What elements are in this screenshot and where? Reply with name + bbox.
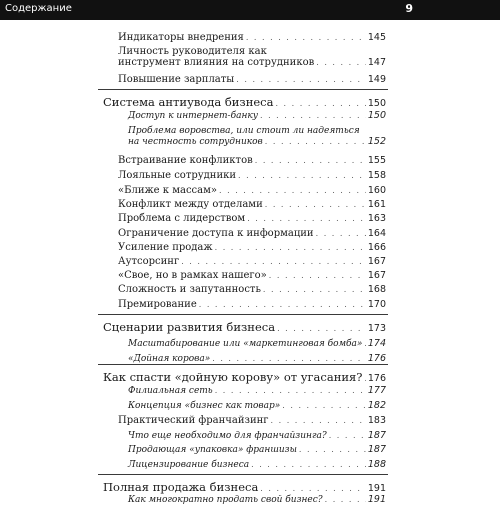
toc-entry-title: Усиление продаж	[118, 242, 213, 253]
dot-leader	[260, 111, 366, 120]
toc-entry-page: 163	[367, 213, 386, 224]
toc-entry-title: «Дойная корова»	[128, 354, 211, 364]
dot-leader	[238, 171, 366, 180]
toc-entry[interactable]	[128, 353, 386, 364]
toc-entry-title: Повышение зарплаты	[118, 74, 235, 85]
section-rule	[98, 314, 388, 315]
toc-entry-page: 167	[367, 256, 386, 267]
dot-leader	[246, 33, 366, 42]
toc-entry[interactable]	[103, 370, 386, 384]
toc-entry[interactable]	[118, 170, 386, 181]
dot-leader	[181, 257, 366, 266]
toc-entry[interactable]	[118, 228, 386, 239]
toc-entry-page: 188	[367, 459, 386, 470]
dot-leader	[215, 243, 366, 252]
toc-entry[interactable]	[128, 430, 386, 441]
toc-entry[interactable]	[103, 480, 386, 494]
toc-entry[interactable]	[103, 320, 386, 334]
toc-entry-title: Проблема с лидерством	[118, 213, 246, 224]
dot-leader	[299, 445, 366, 454]
dot-leader	[251, 460, 366, 469]
toc-entry-page: 161	[367, 199, 386, 210]
page-number: 9	[405, 2, 413, 15]
dot-leader	[364, 339, 365, 348]
toc-entry-title: инструмент влияния на сотрудников	[118, 57, 315, 68]
toc-entry-page: 170	[367, 299, 386, 310]
toc-entry-page: 155	[367, 155, 386, 166]
dot-leader	[316, 229, 366, 238]
dot-leader	[275, 99, 365, 108]
toc-entry-title-line1: Личность руководителя как	[118, 46, 267, 57]
toc-entry-title: Аутсорсинг	[118, 256, 180, 267]
dot-leader	[255, 156, 366, 165]
toc-entry-page: 152	[367, 136, 386, 147]
toc-entry[interactable]	[118, 256, 386, 267]
section-rule	[98, 474, 388, 475]
toc-entry-page: 150	[367, 98, 386, 109]
toc-entry-title: Конфликт между отделами	[118, 199, 263, 210]
toc-entry-page: 174	[367, 338, 386, 349]
toc-entry-page: 149	[367, 74, 386, 85]
toc-entry-title: Концепция «бизнес как товар»	[128, 401, 281, 411]
toc-entry-title: Сценарии развития бизнеса	[103, 320, 276, 334]
dot-leader	[219, 186, 366, 195]
toc-entry-title: Сложность и запутанность	[118, 284, 261, 295]
dot-leader	[269, 271, 366, 280]
toc-entry-title: Лояльные сотрудники	[118, 170, 237, 181]
dot-leader	[265, 137, 366, 146]
dot-leader	[282, 401, 366, 410]
section-rule	[98, 364, 388, 365]
toc-entry[interactable]	[128, 385, 386, 396]
toc-entry[interactable]	[118, 270, 386, 281]
toc-entry-title: Индикаторы внедрения	[118, 32, 244, 43]
toc-entry-page: 147	[367, 57, 386, 68]
dot-leader	[199, 300, 366, 309]
dot-leader	[215, 386, 366, 395]
dot-leader	[265, 200, 366, 209]
toc-entry-page: 168	[367, 284, 386, 295]
toc-entry-title: Филиальная сеть	[128, 386, 213, 396]
toc-entry[interactable]	[128, 444, 386, 455]
toc-entry-title: Полная продажа бизнеса	[103, 480, 259, 494]
toc-entry[interactable]	[118, 155, 386, 166]
toc-entry-page: 183	[367, 415, 386, 426]
toc-entry-page: 177	[367, 385, 386, 396]
toc-entry[interactable]	[118, 242, 386, 253]
toc-entry[interactable]	[128, 126, 386, 147]
toc-entry-title: Премирование	[118, 299, 197, 310]
toc-entry[interactable]	[128, 110, 386, 121]
toc-entry[interactable]	[118, 284, 386, 295]
toc-entry-page: 173	[367, 323, 386, 334]
toc-entry-title: Масштабирование или «маркетинговая бомба»	[128, 339, 363, 349]
toc-entry[interactable]	[103, 95, 386, 109]
dot-leader	[329, 431, 366, 440]
dot-leader	[263, 285, 366, 294]
dot-leader	[364, 374, 365, 383]
toc-entry[interactable]	[128, 338, 386, 349]
toc-entry[interactable]	[118, 415, 386, 426]
toc-entry-title: «Свое, но в рамках нашего»	[118, 270, 267, 281]
toc-entry-title: Встраивание конфликтов	[118, 155, 253, 166]
toc-entry-page: 191	[367, 483, 386, 494]
toc-entry[interactable]	[128, 400, 386, 411]
toc-entry-title: Как многократно продать свой бизнес?	[128, 495, 323, 505]
toc-entry-page: 160	[367, 185, 386, 196]
section-title: Содержание	[5, 3, 72, 14]
toc-entry-page: 176	[367, 373, 386, 384]
toc-entry-title: Что еще необходимо для франчайзинга?	[128, 431, 327, 441]
dot-leader	[260, 484, 366, 493]
toc-entry[interactable]	[128, 459, 386, 470]
toc-entry-title: Система антиувода бизнеса	[103, 95, 274, 109]
toc-entry-title-line1: Проблема воровства, или стоит ли надеяться	[128, 126, 360, 136]
toc-entry-page: 164	[367, 228, 386, 239]
toc-entry-page: 145	[367, 32, 386, 43]
toc-entry-page: 182	[367, 400, 386, 411]
toc-entry-title: Продающая «упаковка» франшизы	[128, 445, 297, 455]
toc-entry-title: Как спасти «дойную корову» от угасания?	[103, 370, 363, 384]
toc-entry-page: 187	[367, 444, 386, 455]
section-rule	[98, 89, 388, 90]
toc-entry-page: 158	[367, 170, 386, 181]
toc-entry[interactable]	[118, 46, 386, 68]
toc-entry-page: 166	[367, 242, 386, 253]
toc-entry[interactable]	[118, 213, 386, 224]
toc-entry-title: Практический франчайзинг	[118, 415, 269, 426]
toc-entry-page: 176	[367, 353, 386, 364]
toc-entry-page: 187	[367, 430, 386, 441]
dot-leader	[316, 58, 366, 67]
toc-entry-title: на честность сотрудников	[128, 137, 263, 147]
dot-leader	[212, 354, 366, 363]
toc-entry[interactable]	[118, 199, 386, 210]
toc-entry-title: Доступ к интернет-банку	[128, 111, 258, 121]
toc-entry-page: 167	[367, 270, 386, 281]
dot-leader	[236, 75, 366, 84]
dot-leader	[271, 416, 366, 425]
toc-entry-title: Ограничение доступа к информации	[118, 228, 314, 239]
toc-entry-title: Лицензирование бизнеса	[128, 460, 250, 470]
toc-entry[interactable]	[118, 32, 386, 43]
toc-entry-page: 191	[367, 494, 386, 505]
toc-entry-title: «Ближе к массам»	[118, 185, 218, 196]
toc-entry[interactable]	[118, 74, 386, 85]
dot-leader	[247, 214, 366, 223]
toc-entry-page: 150	[367, 110, 386, 121]
toc-entry[interactable]	[118, 185, 386, 196]
toc-entry[interactable]	[118, 299, 386, 310]
dot-leader	[277, 324, 366, 333]
